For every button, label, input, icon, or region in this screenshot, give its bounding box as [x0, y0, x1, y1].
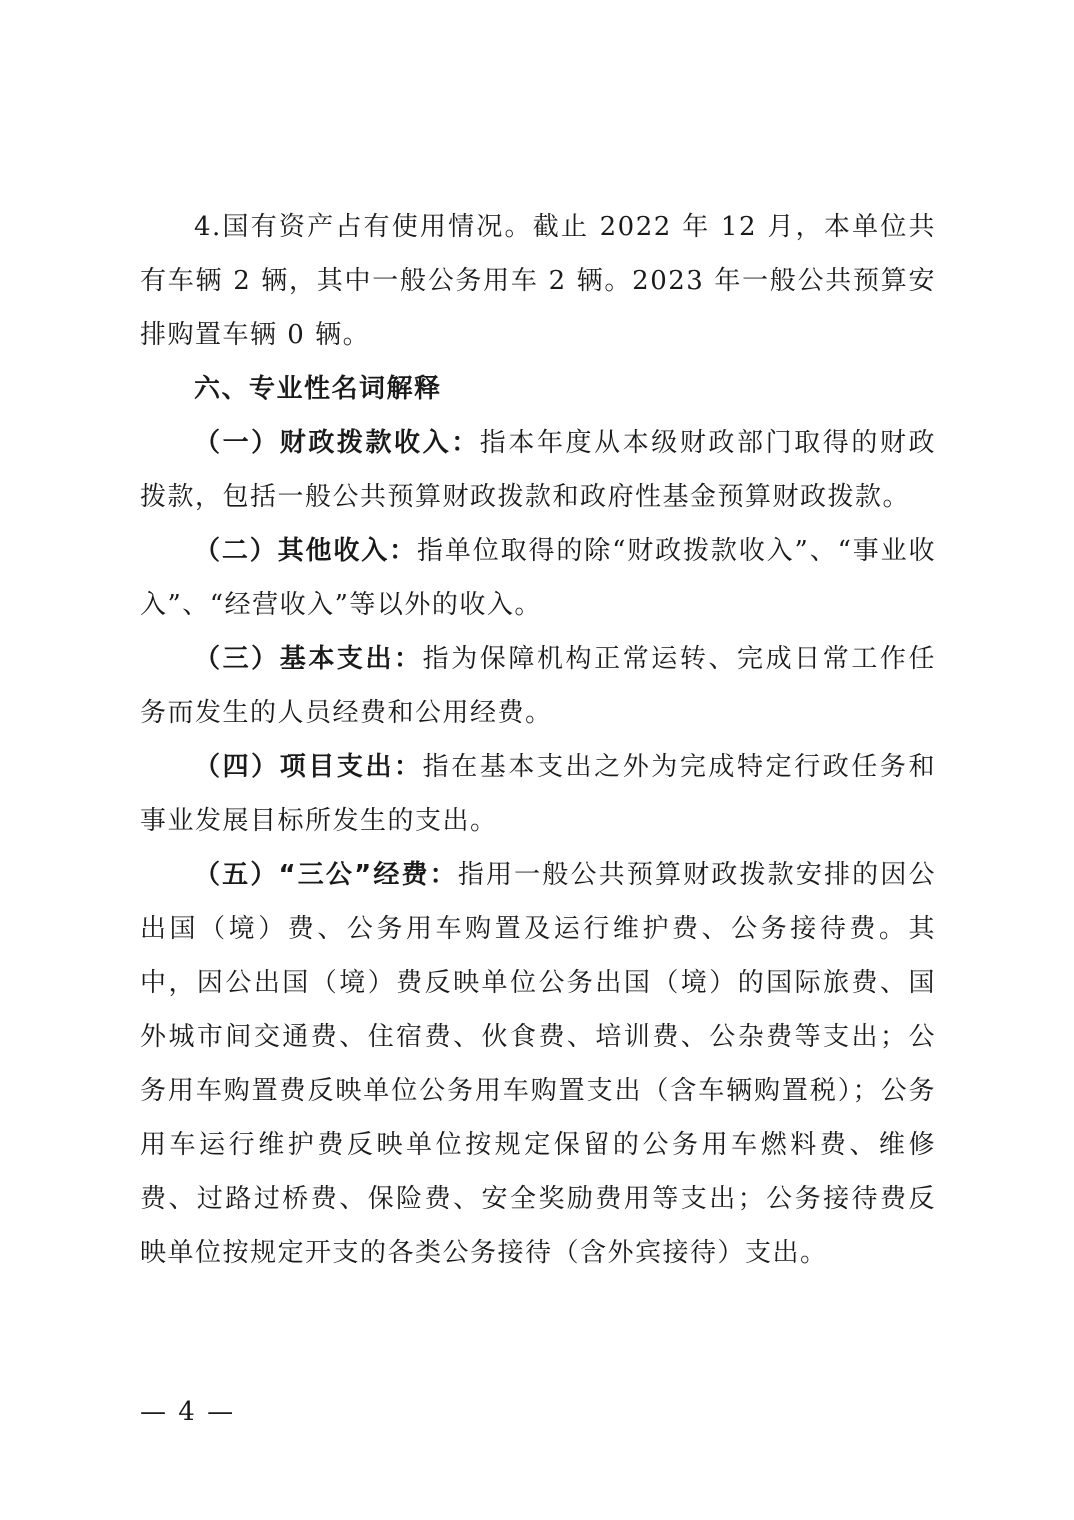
paragraph-other-income	[140, 524, 936, 632]
paragraph-three-public-expenses	[140, 848, 936, 1280]
section-heading: 六、专业性名词解释	[194, 374, 442, 404]
paragraph-fiscal-appropriation-income	[140, 416, 936, 524]
paragraph-project-expenditure	[140, 740, 936, 848]
paragraph-text: 4.国有资产占有使用情况。截止 2022 年 12 月，本单位共有车辆 2 辆，其中一般公务用车 2 辆。2023 年一般公共预算安排购置车辆 0 辆。	[140, 212, 936, 350]
term-definition: 指本年度从本级财政部门取得的财政拨款，包括一般公共预算财政拨款和政府性基金预算财政拨款。	[140, 428, 936, 512]
term-label: （二）其他收入：	[194, 536, 417, 566]
paragraph-basic-expenditure	[140, 632, 936, 740]
term-label: （四）项目支出：	[194, 752, 423, 782]
term-definition: 指用一般公共预算财政拨款安排的因公出国（境）费、公务用车购置及运行维护费、公务接待费。其中，因公出国（境）费反映单位公务出国（境）的国际旅费、国外城市间交通费、住宿费、伙食费、培训费、公杂费等支出；公务用车购置费反映单位公务用车购置支出（含车辆购置税）；公务用车运行维护费反映单位按规定保留的公务用车燃料费、维修费、过路过桥费、保险费、安全奖励费用等支出；公务接待费反映单位按规定开支的各类公务接待（含外宾接待）支出。	[140, 860, 936, 1268]
term-label: （三）基本支出：	[194, 644, 423, 674]
term-definition: 指在基本支出之外为完成特定行政任务和事业发展目标所发生的支出。	[140, 752, 936, 836]
term-label: （五）“三公”经费：	[194, 860, 458, 890]
term-definition: 指单位取得的除“财政拨款收入”、“事业收入”、“经营收入”等以外的收入。	[140, 536, 936, 620]
document-body	[140, 200, 936, 1280]
term-definition: 指为保障机构正常运转、完成日常工作任务而发生的人员经费和公用经费。	[140, 644, 936, 728]
term-label: （一）财政拨款收入：	[194, 428, 480, 458]
paragraph-state-assets	[140, 200, 936, 362]
page-number: — 4 —	[140, 1397, 236, 1427]
